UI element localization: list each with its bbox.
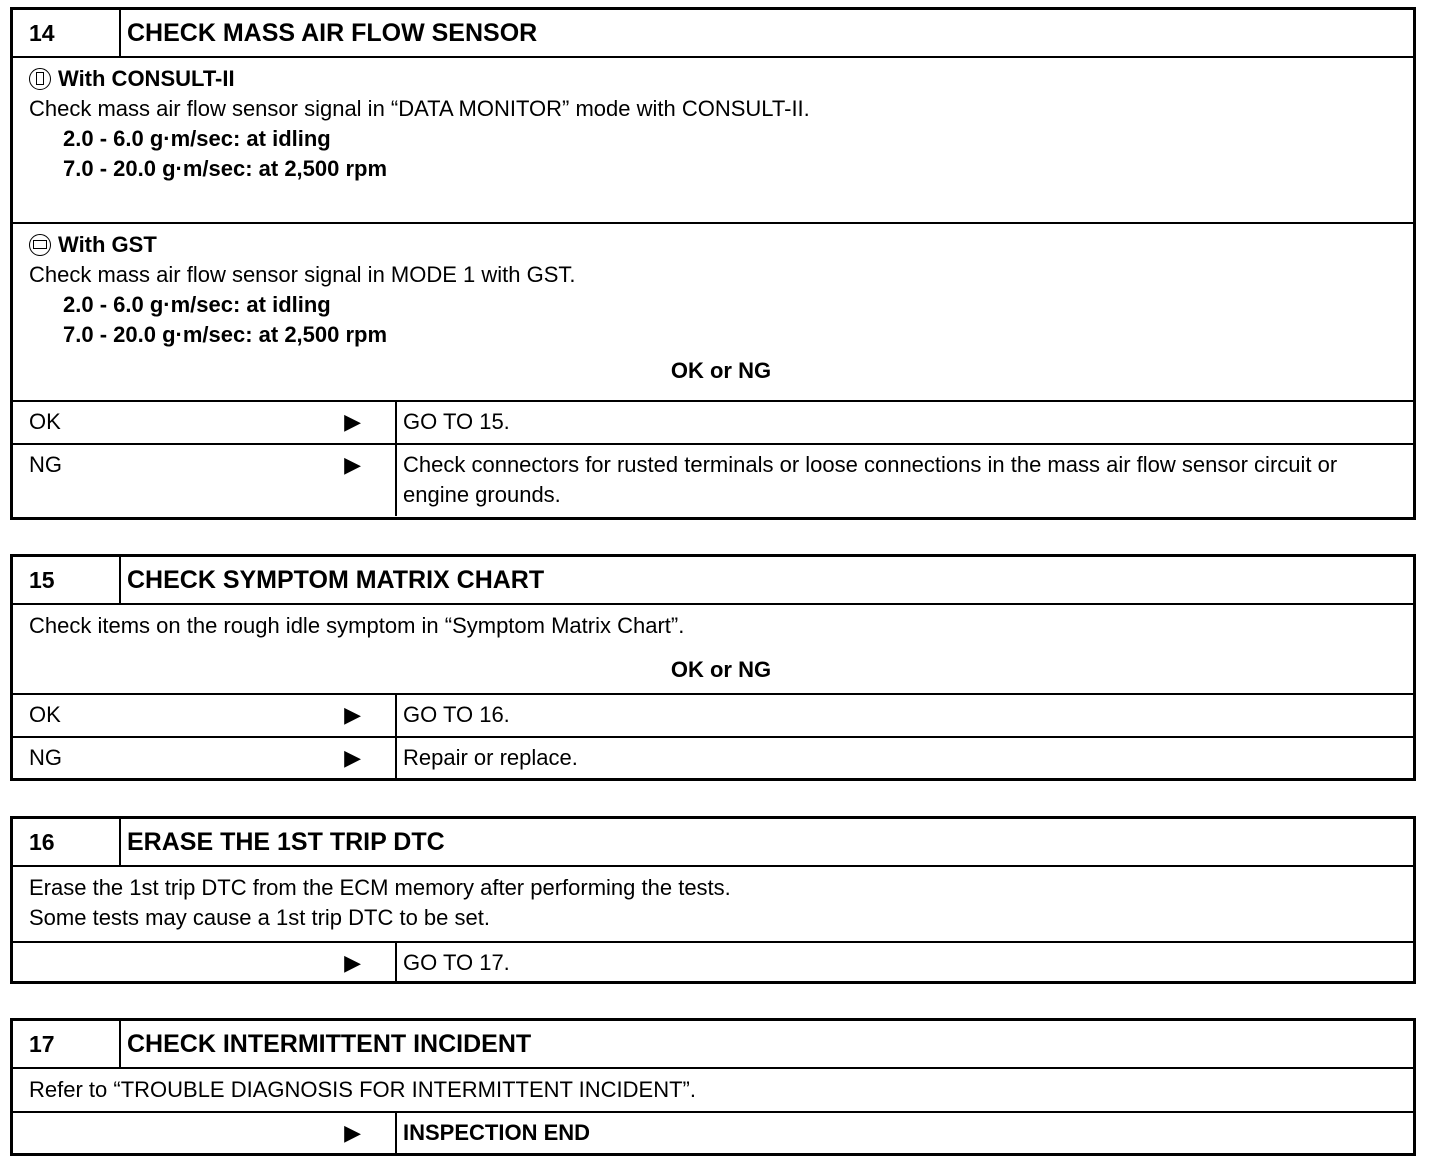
step-16 xyxy=(10,816,1416,984)
gst-heading: With GST xyxy=(58,232,157,257)
result-action: GO TO 16. xyxy=(403,702,510,727)
gst-spec: 2.0 - 6.0 g·m/sec: at idling xyxy=(63,292,331,317)
result-action: GO TO 17. xyxy=(403,950,510,975)
ok-or-ng-label: OK or NG xyxy=(670,657,772,682)
result-action: Repair or replace. xyxy=(403,745,578,770)
arrow-right-icon: ▶ xyxy=(344,702,361,727)
description-text: Some tests may cause a 1st trip DTC to be set. xyxy=(29,905,490,930)
result-row-ok xyxy=(13,693,1413,736)
step-title: ERASE THE 1ST TRIP DTC xyxy=(127,828,445,856)
step-header xyxy=(13,1021,1413,1069)
consult-heading: With CONSULT-II xyxy=(58,66,235,91)
consult-tool-icon xyxy=(29,68,51,90)
ok-or-ng-label: OK or NG xyxy=(670,358,772,383)
gst-section xyxy=(13,222,1413,400)
consult-section xyxy=(13,58,1413,222)
step-header xyxy=(13,557,1413,605)
step-title: CHECK MASS AIR FLOW SENSOR xyxy=(127,19,538,47)
arrow-right-icon: ▶ xyxy=(344,409,361,434)
step-number: 16 xyxy=(13,819,121,865)
result-row-ok xyxy=(13,400,1413,443)
result-label: NG xyxy=(29,745,62,770)
step-17 xyxy=(10,1018,1416,1156)
step-description xyxy=(13,605,1413,693)
step-title: CHECK INTERMITTENT INCIDENT xyxy=(127,1030,532,1058)
consult-text: Check mass air flow sensor signal in “DATA MONITOR” mode with CONSULT-II. xyxy=(29,96,810,121)
description-text: Erase the 1st trip DTC from the ECM memory after performing the tests. xyxy=(29,875,731,900)
result-row xyxy=(13,941,1413,984)
step-number: 15 xyxy=(13,557,121,603)
arrow-right-icon: ▶ xyxy=(344,745,361,770)
description-text: Refer to “TROUBLE DIAGNOSIS FOR INTERMITTENT INCIDENT”. xyxy=(29,1077,696,1102)
step-description xyxy=(13,1069,1413,1111)
result-row-ng xyxy=(13,443,1413,516)
consult-spec: 2.0 - 6.0 g·m/sec: at idling xyxy=(63,126,331,151)
result-row-ng xyxy=(13,736,1413,779)
step-title: CHECK SYMPTOM MATRIX CHART xyxy=(127,566,545,594)
result-label: OK xyxy=(29,409,61,434)
description-text: Check items on the rough idle symptom in “Symptom Matrix Chart”. xyxy=(29,613,685,638)
step-14 xyxy=(10,7,1416,520)
consult-spec: 7.0 - 20.0 g·m/sec: at 2,500 rpm xyxy=(63,156,388,181)
step-number: 14 xyxy=(13,10,121,56)
step-15 xyxy=(10,554,1416,781)
gst-spec: 7.0 - 20.0 g·m/sec: at 2,500 rpm xyxy=(63,322,388,347)
step-header xyxy=(13,10,1413,58)
arrow-right-icon: ▶ xyxy=(344,1120,361,1145)
arrow-right-icon: ▶ xyxy=(344,950,361,975)
step-number: 17 xyxy=(13,1021,121,1067)
gst-tool-icon xyxy=(29,234,51,256)
result-label: NG xyxy=(29,452,62,477)
result-action: GO TO 15. xyxy=(403,409,510,434)
step-header xyxy=(13,819,1413,867)
result-action: INSPECTION END xyxy=(403,1120,591,1145)
result-action: Check connectors for rusted terminals or loose connections in the mass air flow sensor circuit or engine grounds. xyxy=(403,452,1338,507)
result-label: OK xyxy=(29,702,61,727)
step-description xyxy=(13,867,1413,941)
gst-text: Check mass air flow sensor signal in MODE 1 with GST. xyxy=(29,262,576,287)
result-row xyxy=(13,1111,1413,1154)
arrow-right-icon: ▶ xyxy=(344,452,361,477)
